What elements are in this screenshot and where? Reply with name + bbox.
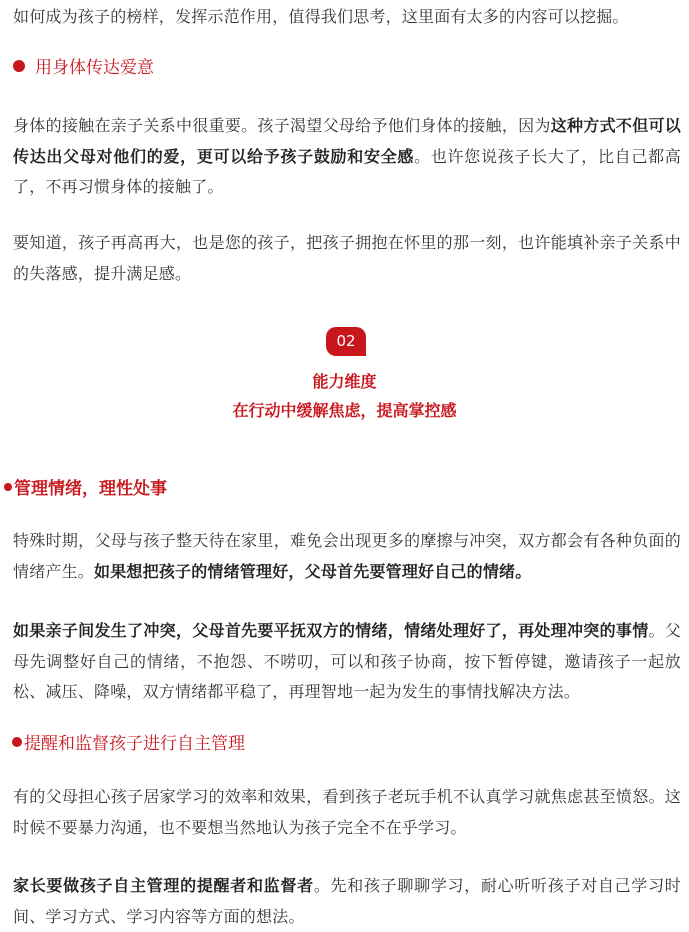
section-heading-body-contact [13, 56, 154, 80]
heading-text: 管理情绪，理性处事 [14, 479, 167, 499]
bullet-dot-icon [12, 737, 22, 747]
bold-text: 如果亲子间发生了冲突，父母首先要平抚双方的情绪，情绪处理好了，再处理冲突的事情 [13, 621, 649, 640]
heading-text: 用身体传达爱意 [35, 58, 154, 78]
bold-text: 如果想把孩子的情绪管理好，父母首先要管理好自己的情绪。 [94, 561, 532, 581]
text: 。父母先调整好自己的情绪，不抱怨、不唠叨，可以和孩子协商，按下暂停键，邀请孩子一起放松、减压、降噪，双方情绪都平稳了，再理智地一起为发生的事情找解决方法。 [13, 621, 681, 701]
paragraph [13, 871, 681, 932]
paragraph [13, 526, 681, 587]
paragraph: 有的父母担心孩子居家学习的效率和效果，看到孩子老玩手机不认真学习就焦虑甚至愤怒。这时候不要暴力沟通，也不要想当然地认为孩子完全不在乎学习。 [13, 787, 681, 837]
section-heading-emotions [4, 477, 167, 501]
paragraph: 要知道，孩子再高再大，也是您的孩子，把孩子拥抱在怀里的那一刻，也许能填补亲子关系中的失落感，提升满足感。 [13, 233, 681, 283]
intro-paragraph: 如何成为孩子的榜样，发挥示范作用，值得我们思考，这里面有太多的内容可以挖掘。 [13, 7, 629, 26]
bullet-dot-icon [4, 483, 12, 491]
paragraph [13, 111, 681, 203]
text: 身体的接触在亲子关系中很重要。孩子渴望父母给予他们身体的接触，因为 [13, 116, 551, 135]
text: 。也许您说孩子长大了，比自己都高了，不再习惯身体的接触了。 [13, 146, 681, 196]
paragraph [13, 616, 681, 708]
chapter-title: 能力维度 [312, 372, 377, 391]
bold-text: 这种方式不但可以传达出父母对他们的爱，更可以给予孩子鼓励和安全感 [13, 116, 681, 166]
bold-text: 家长要做孩子自主管理的提醒者和监督者 [13, 876, 314, 895]
text: 特殊时期，父母与孩子整天待在家里，难免会出现更多的摩擦与冲突，双方都会有各种负面的情绪产生。 [13, 531, 681, 581]
bullet-dot-icon [13, 60, 25, 72]
heading-text: 提醒和监督孩子进行自主管理 [24, 734, 245, 754]
chapter-number-badge: 02 [326, 327, 366, 356]
text: 。先和孩子聊聊学习，耐心听听孩子对自己学习时间、学习方式、学习内容等方面的想法。 [13, 876, 681, 926]
section-heading-self-management [12, 732, 245, 756]
chapter-subtitle: 在行动中缓解焦虑，提高掌控感 [232, 401, 457, 420]
